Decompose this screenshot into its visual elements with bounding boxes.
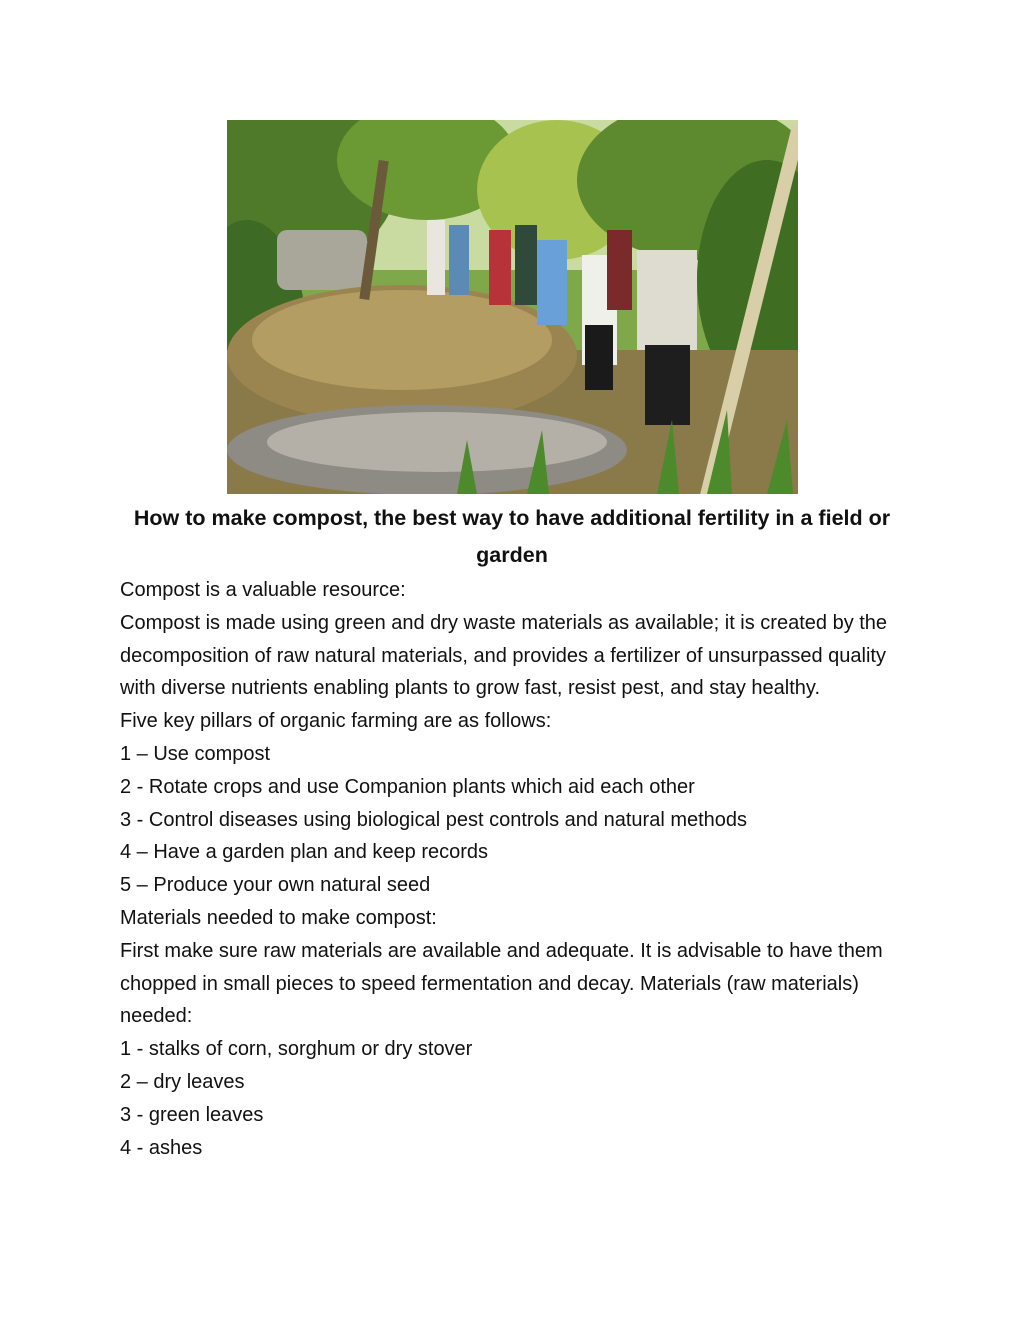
list-item: 1 – Use compost: [120, 742, 271, 765]
list-item: 2 – dry leaves: [120, 1070, 245, 1093]
page-title: How to make compost, the best way to have additional fertility in a field or garden: [133, 506, 891, 567]
list-item: 2 - Rotate crops and use Companion plants which aid each other: [120, 775, 695, 798]
compost-photo: [227, 120, 798, 494]
list-item: 1 - stalks of corn, sorghum or dry stover: [120, 1038, 473, 1061]
paragraph: Compost is a valuable resource:: [120, 579, 406, 601]
paragraph: Materials needed to make compost:: [120, 906, 437, 929]
body-text: [120, 574, 920, 1164]
list-item: 3 - green leaves: [120, 1103, 264, 1126]
list-item: 3 - Control diseases using biological pest controls and natural methods: [120, 808, 748, 831]
compost-photo-illustration: [227, 120, 798, 494]
paragraph: Five key pillars of organic farming are as follows:: [120, 710, 552, 733]
paragraph: First make sure raw materials are available and adequate. It is advisable to have them chopped in small pieces to speed fermentation and decay. Materials (raw materials) needed:: [120, 939, 883, 1028]
list-item: 4 - ashes: [120, 1136, 203, 1159]
list-item: 4 – Have a garden plan and keep records: [120, 841, 489, 864]
paragraph: Compost is made using green and dry waste materials as available; it is created by the decomposition of raw natural materials, and provides a fertilizer of unsurpassed quality with diverse nutrients enabling plants to grow fast, resist pest, and stay healthy.: [120, 611, 888, 700]
list-item: 5 – Produce your own natural seed: [120, 874, 431, 897]
